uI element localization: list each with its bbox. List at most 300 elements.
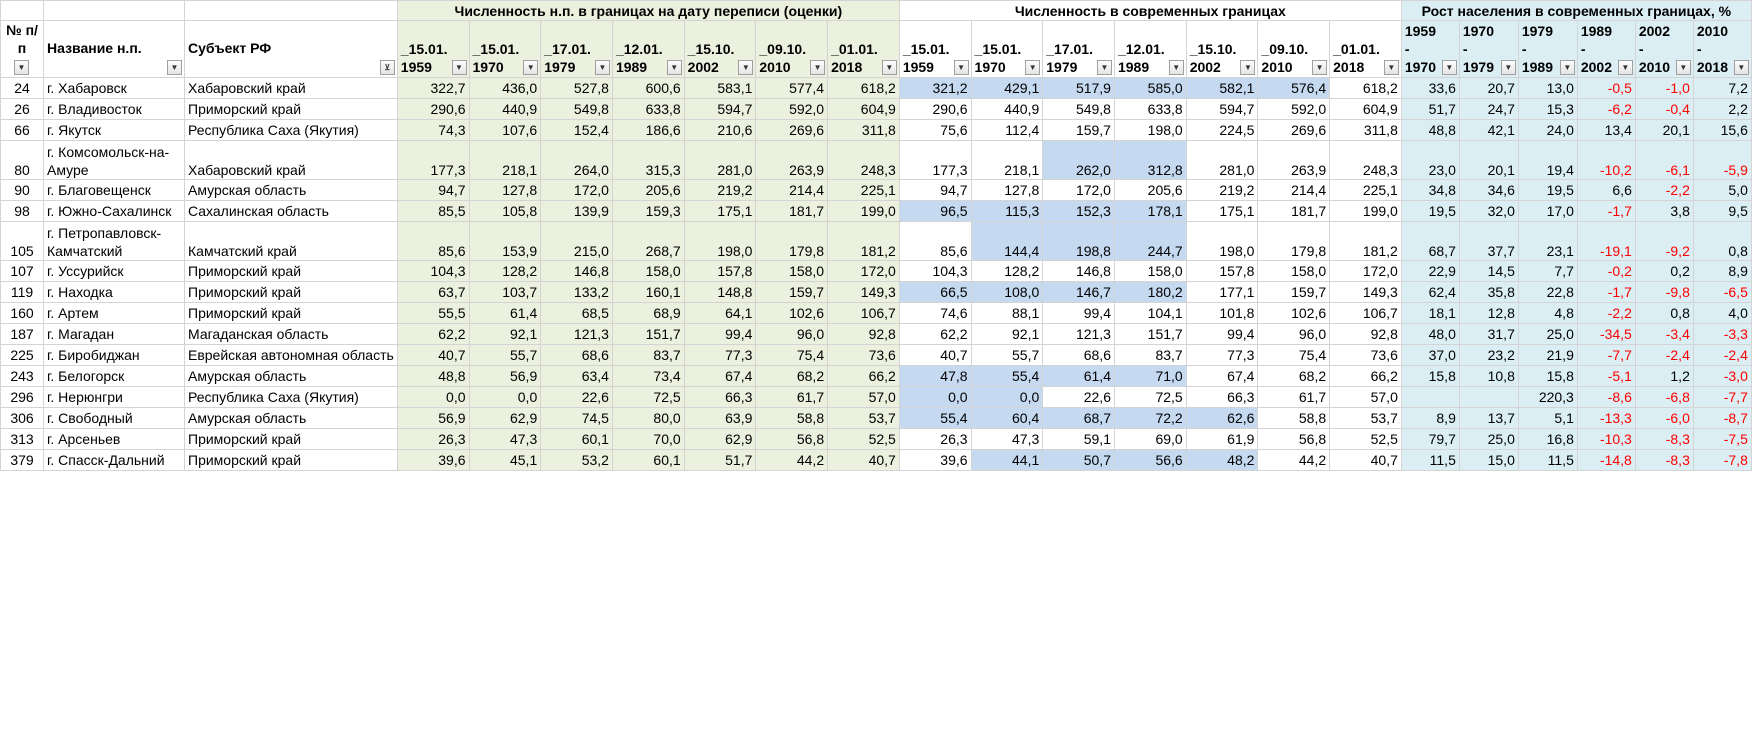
cell-census-value[interactable]: 80,0 xyxy=(612,408,684,429)
cell-growth-value[interactable]: -1,7 xyxy=(1577,201,1635,222)
cell-growth-value[interactable]: 42,1 xyxy=(1459,120,1518,141)
cell-growth-value[interactable]: 8,9 xyxy=(1401,408,1459,429)
cell-modern-value[interactable]: 71,0 xyxy=(1114,366,1186,387)
cell-census-value[interactable]: 128,2 xyxy=(469,261,541,282)
cell-name[interactable]: г. Артем xyxy=(44,303,185,324)
cell-growth-value[interactable] xyxy=(1459,387,1518,408)
cell-growth-value[interactable]: 15,8 xyxy=(1518,366,1577,387)
cell-growth-value[interactable]: 220,3 xyxy=(1518,387,1577,408)
cell-subject[interactable]: Еврейская автономная область xyxy=(185,345,398,366)
cell-name[interactable]: г. Владивосток xyxy=(44,99,185,120)
cell-census-value[interactable]: 604,9 xyxy=(828,99,900,120)
cell-modern-value[interactable]: 181,7 xyxy=(1258,201,1330,222)
cell-growth-value[interactable]: 9,5 xyxy=(1693,201,1751,222)
dropdown-arrow-icon[interactable]: ▼ xyxy=(738,60,753,75)
cell-modern-value[interactable]: 321,2 xyxy=(899,78,971,99)
cell-modern-value[interactable]: 158,0 xyxy=(1258,261,1330,282)
dropdown-arrow-icon[interactable]: ▼ xyxy=(954,60,969,75)
cell-name[interactable]: г. Находка xyxy=(44,282,185,303)
dropdown-arrow-icon[interactable]: ▼ xyxy=(1025,60,1040,75)
cell-growth-value[interactable]: 19,5 xyxy=(1401,201,1459,222)
cell-census-value[interactable]: 68,2 xyxy=(756,366,828,387)
cell-census-value[interactable]: 158,0 xyxy=(612,261,684,282)
cell-census-value[interactable]: 26,3 xyxy=(397,429,469,450)
dropdown-arrow-icon[interactable]: ▼ xyxy=(1676,60,1691,75)
cell-modern-value[interactable]: 55,7 xyxy=(971,345,1043,366)
cell-growth-value[interactable]: -3,0 xyxy=(1693,366,1751,387)
cell-modern-value[interactable]: 40,7 xyxy=(899,345,971,366)
cell-growth-value[interactable]: -0,2 xyxy=(1577,261,1635,282)
cell-census-value[interactable]: 549,8 xyxy=(541,99,613,120)
cell-growth-value[interactable]: -1,7 xyxy=(1577,282,1635,303)
cell-modern-value[interactable]: 57,0 xyxy=(1330,387,1402,408)
cell-census-value[interactable]: 106,7 xyxy=(828,303,900,324)
cell-modern-value[interactable]: 68,7 xyxy=(1043,408,1115,429)
cell-census-value[interactable]: 105,8 xyxy=(469,201,541,222)
cell-modern-value[interactable]: 68,2 xyxy=(1258,366,1330,387)
cell-modern-value[interactable]: 50,7 xyxy=(1043,450,1115,471)
cell-growth-value[interactable]: 25,0 xyxy=(1518,324,1577,345)
cell-modern-value[interactable]: 128,2 xyxy=(971,261,1043,282)
cell-modern-value[interactable]: 66,5 xyxy=(899,282,971,303)
cell-growth-value[interactable]: -9,2 xyxy=(1635,222,1693,261)
cell-census-value[interactable]: 62,2 xyxy=(397,324,469,345)
cell-growth-value[interactable]: 12,8 xyxy=(1459,303,1518,324)
cell-modern-value[interactable]: 618,2 xyxy=(1330,78,1402,99)
cell-modern-value[interactable]: 576,4 xyxy=(1258,78,1330,99)
filter-active-icon[interactable]: ⊻ xyxy=(380,60,395,75)
cell-census-value[interactable]: 99,4 xyxy=(684,324,756,345)
cell-growth-value[interactable]: 33,6 xyxy=(1401,78,1459,99)
cell-modern-value[interactable]: 594,7 xyxy=(1186,99,1258,120)
cell-growth-value[interactable]: 13,0 xyxy=(1518,78,1577,99)
cell-growth-value[interactable]: -10,2 xyxy=(1577,141,1635,180)
cell-growth-value[interactable]: -8,6 xyxy=(1577,387,1635,408)
cell-modern-value[interactable]: 96,0 xyxy=(1258,324,1330,345)
cell-growth-value[interactable]: -2,4 xyxy=(1635,345,1693,366)
cell-name[interactable]: г. Магадан xyxy=(44,324,185,345)
cell-census-value[interactable]: 577,4 xyxy=(756,78,828,99)
cell-name[interactable]: г. Нерюнгри xyxy=(44,387,185,408)
cell-census-value[interactable]: 61,7 xyxy=(756,387,828,408)
cell-growth-value[interactable]: 7,7 xyxy=(1518,261,1577,282)
cell-census-value[interactable]: 149,3 xyxy=(828,282,900,303)
cell-growth-value[interactable]: 5,1 xyxy=(1518,408,1577,429)
dropdown-arrow-icon[interactable]: ▼ xyxy=(1169,60,1184,75)
cell-modern-value[interactable]: 633,8 xyxy=(1114,99,1186,120)
cell-growth-value[interactable]: -7,7 xyxy=(1577,345,1635,366)
cell-growth-value[interactable]: 22,8 xyxy=(1518,282,1577,303)
cell-modern-value[interactable]: 104,3 xyxy=(899,261,971,282)
cell-growth-value[interactable]: -2,4 xyxy=(1693,345,1751,366)
cell-subject[interactable]: Сахалинская область xyxy=(185,201,398,222)
cell-modern-value[interactable]: 263,9 xyxy=(1258,141,1330,180)
cell-modern-value[interactable]: 40,7 xyxy=(1330,450,1402,471)
cell-census-value[interactable]: 290,6 xyxy=(397,99,469,120)
cell-number[interactable]: 243 xyxy=(1,366,44,387)
cell-census-value[interactable]: 186,6 xyxy=(612,120,684,141)
cell-number[interactable]: 187 xyxy=(1,324,44,345)
cell-census-value[interactable]: 92,1 xyxy=(469,324,541,345)
cell-modern-value[interactable]: 177,3 xyxy=(899,141,971,180)
cell-number[interactable]: 119 xyxy=(1,282,44,303)
cell-modern-value[interactable]: 62,6 xyxy=(1186,408,1258,429)
cell-growth-value[interactable]: 23,1 xyxy=(1518,222,1577,261)
cell-growth-value[interactable]: 37,0 xyxy=(1401,345,1459,366)
cell-growth-value[interactable]: -8,3 xyxy=(1635,429,1693,450)
cell-growth-value[interactable]: 62,4 xyxy=(1401,282,1459,303)
cell-modern-value[interactable]: 158,0 xyxy=(1114,261,1186,282)
cell-growth-value[interactable]: 37,7 xyxy=(1459,222,1518,261)
cell-modern-value[interactable]: 225,1 xyxy=(1330,180,1402,201)
cell-census-value[interactable]: 92,8 xyxy=(828,324,900,345)
cell-growth-value[interactable]: -10,3 xyxy=(1577,429,1635,450)
cell-modern-value[interactable]: 102,6 xyxy=(1258,303,1330,324)
dropdown-arrow-icon[interactable]: ▼ xyxy=(1560,60,1575,75)
cell-growth-value[interactable]: 15,6 xyxy=(1693,120,1751,141)
cell-name[interactable]: г. Биробиджан xyxy=(44,345,185,366)
cell-growth-value[interactable]: -0,5 xyxy=(1577,78,1635,99)
cell-modern-value[interactable]: 144,4 xyxy=(971,222,1043,261)
dropdown-arrow-icon[interactable]: ▼ xyxy=(882,60,897,75)
cell-census-value[interactable]: 177,3 xyxy=(397,141,469,180)
cell-growth-value[interactable]: 48,0 xyxy=(1401,324,1459,345)
dropdown-arrow-icon[interactable]: ▼ xyxy=(1501,60,1516,75)
cell-census-value[interactable]: 96,0 xyxy=(756,324,828,345)
cell-census-value[interactable]: 55,7 xyxy=(469,345,541,366)
cell-census-value[interactable]: 160,1 xyxy=(612,282,684,303)
cell-modern-value[interactable]: 83,7 xyxy=(1114,345,1186,366)
cell-name[interactable]: г. Спасск-Дальний xyxy=(44,450,185,471)
cell-modern-value[interactable]: 55,4 xyxy=(971,366,1043,387)
dropdown-arrow-icon[interactable]: ▼ xyxy=(523,60,538,75)
cell-modern-value[interactable]: 112,4 xyxy=(971,120,1043,141)
cell-growth-value[interactable]: 18,1 xyxy=(1401,303,1459,324)
cell-growth-value[interactable]: -1,0 xyxy=(1635,78,1693,99)
cell-name[interactable]: г. Якутск xyxy=(44,120,185,141)
cell-census-value[interactable]: 73,6 xyxy=(828,345,900,366)
cell-growth-value[interactable]: 20,1 xyxy=(1459,141,1518,180)
cell-modern-value[interactable]: 146,8 xyxy=(1043,261,1115,282)
cell-census-value[interactable]: 440,9 xyxy=(469,99,541,120)
cell-census-value[interactable]: 22,6 xyxy=(541,387,613,408)
cell-census-value[interactable]: 600,6 xyxy=(612,78,684,99)
cell-modern-value[interactable]: 96,5 xyxy=(899,201,971,222)
cell-census-value[interactable]: 210,6 xyxy=(684,120,756,141)
cell-census-value[interactable]: 47,3 xyxy=(469,429,541,450)
cell-modern-value[interactable]: 77,3 xyxy=(1186,345,1258,366)
cell-growth-value[interactable]: 13,4 xyxy=(1577,120,1635,141)
cell-modern-value[interactable]: 219,2 xyxy=(1186,180,1258,201)
cell-modern-value[interactable]: 262,0 xyxy=(1043,141,1115,180)
cell-modern-value[interactable]: 429,1 xyxy=(971,78,1043,99)
cell-growth-value[interactable]: 22,9 xyxy=(1401,261,1459,282)
cell-census-value[interactable]: 311,8 xyxy=(828,120,900,141)
cell-modern-value[interactable]: 172,0 xyxy=(1330,261,1402,282)
dropdown-arrow-icon[interactable]: ▼ xyxy=(1442,60,1457,75)
cell-number[interactable]: 66 xyxy=(1,120,44,141)
cell-growth-value[interactable]: 19,5 xyxy=(1518,180,1577,201)
cell-growth-value[interactable]: -13,3 xyxy=(1577,408,1635,429)
cell-modern-value[interactable]: 26,3 xyxy=(899,429,971,450)
cell-growth-value[interactable]: -3,3 xyxy=(1693,324,1751,345)
cell-growth-value[interactable]: 11,5 xyxy=(1401,450,1459,471)
cell-census-value[interactable]: 0,0 xyxy=(397,387,469,408)
cell-census-value[interactable]: 205,6 xyxy=(612,180,684,201)
cell-growth-value[interactable]: 15,3 xyxy=(1518,99,1577,120)
cell-modern-value[interactable]: 92,1 xyxy=(971,324,1043,345)
cell-census-value[interactable]: 83,7 xyxy=(612,345,684,366)
cell-census-value[interactable]: 527,8 xyxy=(541,78,613,99)
cell-modern-value[interactable]: 61,9 xyxy=(1186,429,1258,450)
cell-census-value[interactable]: 322,7 xyxy=(397,78,469,99)
cell-modern-value[interactable]: 44,2 xyxy=(1258,450,1330,471)
cell-modern-value[interactable]: 99,4 xyxy=(1043,303,1115,324)
cell-subject[interactable]: Амурская область xyxy=(185,180,398,201)
cell-census-value[interactable]: 72,5 xyxy=(612,387,684,408)
dropdown-arrow-icon[interactable]: ▼ xyxy=(14,60,29,75)
cell-modern-value[interactable]: 177,1 xyxy=(1186,282,1258,303)
cell-modern-value[interactable]: 92,8 xyxy=(1330,324,1402,345)
cell-growth-value[interactable]: 51,7 xyxy=(1401,99,1459,120)
cell-growth-value[interactable]: 25,0 xyxy=(1459,429,1518,450)
cell-growth-value[interactable]: 19,4 xyxy=(1518,141,1577,180)
cell-census-value[interactable]: 133,2 xyxy=(541,282,613,303)
cell-census-value[interactable]: 85,6 xyxy=(397,222,469,261)
cell-number[interactable]: 160 xyxy=(1,303,44,324)
cell-modern-value[interactable]: 39,6 xyxy=(899,450,971,471)
cell-growth-value[interactable]: -2,2 xyxy=(1635,180,1693,201)
cell-modern-value[interactable]: 0,0 xyxy=(971,387,1043,408)
cell-census-value[interactable]: 64,1 xyxy=(684,303,756,324)
cell-growth-value[interactable]: -8,3 xyxy=(1635,450,1693,471)
cell-census-value[interactable]: 103,7 xyxy=(469,282,541,303)
dropdown-arrow-icon[interactable]: ▼ xyxy=(1384,60,1399,75)
cell-modern-value[interactable]: 181,2 xyxy=(1330,222,1402,261)
cell-census-value[interactable]: 60,1 xyxy=(612,450,684,471)
cell-modern-value[interactable]: 66,3 xyxy=(1186,387,1258,408)
cell-census-value[interactable]: 56,9 xyxy=(397,408,469,429)
cell-modern-value[interactable]: 198,0 xyxy=(1114,120,1186,141)
cell-census-value[interactable]: 159,3 xyxy=(612,201,684,222)
cell-growth-value[interactable]: -19,1 xyxy=(1577,222,1635,261)
cell-name[interactable]: г. Арсеньев xyxy=(44,429,185,450)
cell-census-value[interactable]: 0,0 xyxy=(469,387,541,408)
cell-census-value[interactable]: 74,3 xyxy=(397,120,469,141)
cell-census-value[interactable]: 633,8 xyxy=(612,99,684,120)
cell-census-value[interactable]: 146,8 xyxy=(541,261,613,282)
cell-census-value[interactable]: 52,5 xyxy=(828,429,900,450)
dropdown-arrow-icon[interactable]: ▼ xyxy=(452,60,467,75)
cell-subject[interactable]: Приморский край xyxy=(185,450,398,471)
cell-census-value[interactable]: 152,4 xyxy=(541,120,613,141)
cell-growth-value[interactable]: 10,8 xyxy=(1459,366,1518,387)
cell-census-value[interactable]: 40,7 xyxy=(828,450,900,471)
cell-census-value[interactable]: 56,8 xyxy=(756,429,828,450)
cell-number[interactable]: 98 xyxy=(1,201,44,222)
cell-census-value[interactable]: 215,0 xyxy=(541,222,613,261)
cell-growth-value[interactable]: 79,7 xyxy=(1401,429,1459,450)
cell-growth-value[interactable]: -2,2 xyxy=(1577,303,1635,324)
cell-modern-value[interactable]: 72,5 xyxy=(1114,387,1186,408)
cell-census-value[interactable]: 62,9 xyxy=(469,408,541,429)
cell-growth-value[interactable]: -34,5 xyxy=(1577,324,1635,345)
cell-census-value[interactable]: 225,1 xyxy=(828,180,900,201)
cell-growth-value[interactable]: -8,7 xyxy=(1693,408,1751,429)
cell-modern-value[interactable]: 52,5 xyxy=(1330,429,1402,450)
cell-modern-value[interactable]: 48,2 xyxy=(1186,450,1258,471)
cell-modern-value[interactable]: 61,4 xyxy=(1043,366,1115,387)
cell-subject[interactable]: Амурская область xyxy=(185,408,398,429)
cell-growth-value[interactable]: -6,2 xyxy=(1577,99,1635,120)
cell-modern-value[interactable]: 146,7 xyxy=(1043,282,1115,303)
cell-number[interactable]: 80 xyxy=(1,141,44,180)
cell-modern-value[interactable]: 47,8 xyxy=(899,366,971,387)
cell-census-value[interactable]: 66,3 xyxy=(684,387,756,408)
cell-modern-value[interactable]: 74,6 xyxy=(899,303,971,324)
cell-census-value[interactable]: 61,4 xyxy=(469,303,541,324)
cell-census-value[interactable]: 57,0 xyxy=(828,387,900,408)
cell-modern-value[interactable]: 592,0 xyxy=(1258,99,1330,120)
cell-subject[interactable]: Приморский край xyxy=(185,99,398,120)
cell-subject[interactable]: Хабаровский край xyxy=(185,141,398,180)
cell-modern-value[interactable]: 60,4 xyxy=(971,408,1043,429)
cell-modern-value[interactable]: 517,9 xyxy=(1043,78,1115,99)
cell-modern-value[interactable]: 311,8 xyxy=(1330,120,1402,141)
cell-census-value[interactable]: 55,5 xyxy=(397,303,469,324)
cell-census-value[interactable]: 94,7 xyxy=(397,180,469,201)
cell-growth-value[interactable]: 20,1 xyxy=(1635,120,1693,141)
cell-growth-value[interactable]: -5,9 xyxy=(1693,141,1751,180)
cell-census-value[interactable]: 51,7 xyxy=(684,450,756,471)
cell-growth-value[interactable]: 34,6 xyxy=(1459,180,1518,201)
cell-growth-value[interactable]: 35,8 xyxy=(1459,282,1518,303)
cell-subject[interactable]: Приморский край xyxy=(185,282,398,303)
cell-name[interactable]: г. Уссурийск xyxy=(44,261,185,282)
cell-modern-value[interactable]: 85,6 xyxy=(899,222,971,261)
cell-modern-value[interactable]: 549,8 xyxy=(1043,99,1115,120)
cell-modern-value[interactable]: 68,6 xyxy=(1043,345,1115,366)
cell-number[interactable]: 24 xyxy=(1,78,44,99)
cell-modern-value[interactable]: 115,3 xyxy=(971,201,1043,222)
cell-modern-value[interactable]: 108,0 xyxy=(971,282,1043,303)
cell-census-value[interactable]: 139,9 xyxy=(541,201,613,222)
dropdown-arrow-icon[interactable]: ▼ xyxy=(1618,60,1633,75)
cell-modern-value[interactable]: 69,0 xyxy=(1114,429,1186,450)
cell-modern-value[interactable]: 198,0 xyxy=(1186,222,1258,261)
cell-census-value[interactable]: 592,0 xyxy=(756,99,828,120)
cell-census-value[interactable]: 218,1 xyxy=(469,141,541,180)
cell-modern-value[interactable]: 73,6 xyxy=(1330,345,1402,366)
cell-modern-value[interactable]: 178,1 xyxy=(1114,201,1186,222)
cell-modern-value[interactable]: 269,6 xyxy=(1258,120,1330,141)
cell-number[interactable]: 105 xyxy=(1,222,44,261)
cell-modern-value[interactable]: 175,1 xyxy=(1186,201,1258,222)
cell-census-value[interactable]: 172,0 xyxy=(541,180,613,201)
cell-growth-value[interactable]: 11,5 xyxy=(1518,450,1577,471)
cell-growth-value[interactable]: 0,8 xyxy=(1635,303,1693,324)
cell-growth-value[interactable]: -6,8 xyxy=(1635,387,1693,408)
cell-census-value[interactable]: 74,5 xyxy=(541,408,613,429)
cell-census-value[interactable]: 53,2 xyxy=(541,450,613,471)
cell-subject[interactable]: Хабаровский край xyxy=(185,78,398,99)
cell-modern-value[interactable]: 104,1 xyxy=(1114,303,1186,324)
cell-growth-value[interactable]: -9,8 xyxy=(1635,282,1693,303)
cell-growth-value[interactable]: 23,0 xyxy=(1401,141,1459,180)
cell-modern-value[interactable]: 224,5 xyxy=(1186,120,1258,141)
cell-modern-value[interactable]: 59,1 xyxy=(1043,429,1115,450)
cell-growth-value[interactable]: -7,5 xyxy=(1693,429,1751,450)
cell-census-value[interactable]: 175,1 xyxy=(684,201,756,222)
cell-modern-value[interactable]: 53,7 xyxy=(1330,408,1402,429)
cell-modern-value[interactable]: 180,2 xyxy=(1114,282,1186,303)
cell-growth-value[interactable]: -6,1 xyxy=(1635,141,1693,180)
cell-growth-value[interactable]: -14,8 xyxy=(1577,450,1635,471)
cell-number[interactable]: 107 xyxy=(1,261,44,282)
cell-modern-value[interactable]: 94,7 xyxy=(899,180,971,201)
cell-number[interactable]: 90 xyxy=(1,180,44,201)
cell-modern-value[interactable]: 290,6 xyxy=(899,99,971,120)
cell-census-value[interactable]: 172,0 xyxy=(828,261,900,282)
cell-growth-value[interactable]: 3,8 xyxy=(1635,201,1693,222)
cell-census-value[interactable]: 66,2 xyxy=(828,366,900,387)
cell-growth-value[interactable]: -6,0 xyxy=(1635,408,1693,429)
cell-growth-value[interactable]: 48,8 xyxy=(1401,120,1459,141)
cell-census-value[interactable]: 248,3 xyxy=(828,141,900,180)
cell-census-value[interactable]: 436,0 xyxy=(469,78,541,99)
cell-census-value[interactable]: 198,0 xyxy=(684,222,756,261)
cell-growth-value[interactable]: -3,4 xyxy=(1635,324,1693,345)
cell-modern-value[interactable]: 56,6 xyxy=(1114,450,1186,471)
cell-modern-value[interactable]: 199,0 xyxy=(1330,201,1402,222)
cell-modern-value[interactable]: 106,7 xyxy=(1330,303,1402,324)
cell-census-value[interactable]: 263,9 xyxy=(756,141,828,180)
cell-growth-value[interactable]: 15,8 xyxy=(1401,366,1459,387)
cell-census-value[interactable]: 77,3 xyxy=(684,345,756,366)
cell-modern-value[interactable]: 248,3 xyxy=(1330,141,1402,180)
cell-census-value[interactable]: 39,6 xyxy=(397,450,469,471)
cell-census-value[interactable]: 44,2 xyxy=(756,450,828,471)
cell-growth-value[interactable]: 15,0 xyxy=(1459,450,1518,471)
cell-census-value[interactable]: 68,9 xyxy=(612,303,684,324)
cell-census-value[interactable]: 73,4 xyxy=(612,366,684,387)
cell-subject[interactable]: Республика Саха (Якутия) xyxy=(185,120,398,141)
cell-growth-value[interactable]: 2,2 xyxy=(1693,99,1751,120)
cell-growth-value[interactable]: -0,4 xyxy=(1635,99,1693,120)
cell-growth-value[interactable]: 0,8 xyxy=(1693,222,1751,261)
cell-census-value[interactable]: 48,8 xyxy=(397,366,469,387)
dropdown-arrow-icon[interactable]: ▼ xyxy=(1240,60,1255,75)
cell-census-value[interactable]: 63,4 xyxy=(541,366,613,387)
cell-modern-value[interactable]: 99,4 xyxy=(1186,324,1258,345)
cell-growth-value[interactable]: 1,2 xyxy=(1635,366,1693,387)
cell-modern-value[interactable]: 179,8 xyxy=(1258,222,1330,261)
cell-modern-value[interactable]: 582,1 xyxy=(1186,78,1258,99)
cell-subject[interactable]: Камчатский край xyxy=(185,222,398,261)
cell-subject[interactable]: Амурская область xyxy=(185,366,398,387)
cell-modern-value[interactable]: 55,4 xyxy=(899,408,971,429)
dropdown-arrow-icon[interactable]: ▼ xyxy=(1734,60,1749,75)
cell-modern-value[interactable]: 75,4 xyxy=(1258,345,1330,366)
cell-growth-value[interactable]: -7,7 xyxy=(1693,387,1751,408)
cell-census-value[interactable]: 159,7 xyxy=(756,282,828,303)
cell-census-value[interactable]: 58,8 xyxy=(756,408,828,429)
cell-census-value[interactable]: 68,5 xyxy=(541,303,613,324)
cell-modern-value[interactable]: 75,6 xyxy=(899,120,971,141)
cell-census-value[interactable]: 102,6 xyxy=(756,303,828,324)
cell-name[interactable]: г. Комсомольск-на-Амуре xyxy=(44,141,185,180)
cell-census-value[interactable]: 121,3 xyxy=(541,324,613,345)
